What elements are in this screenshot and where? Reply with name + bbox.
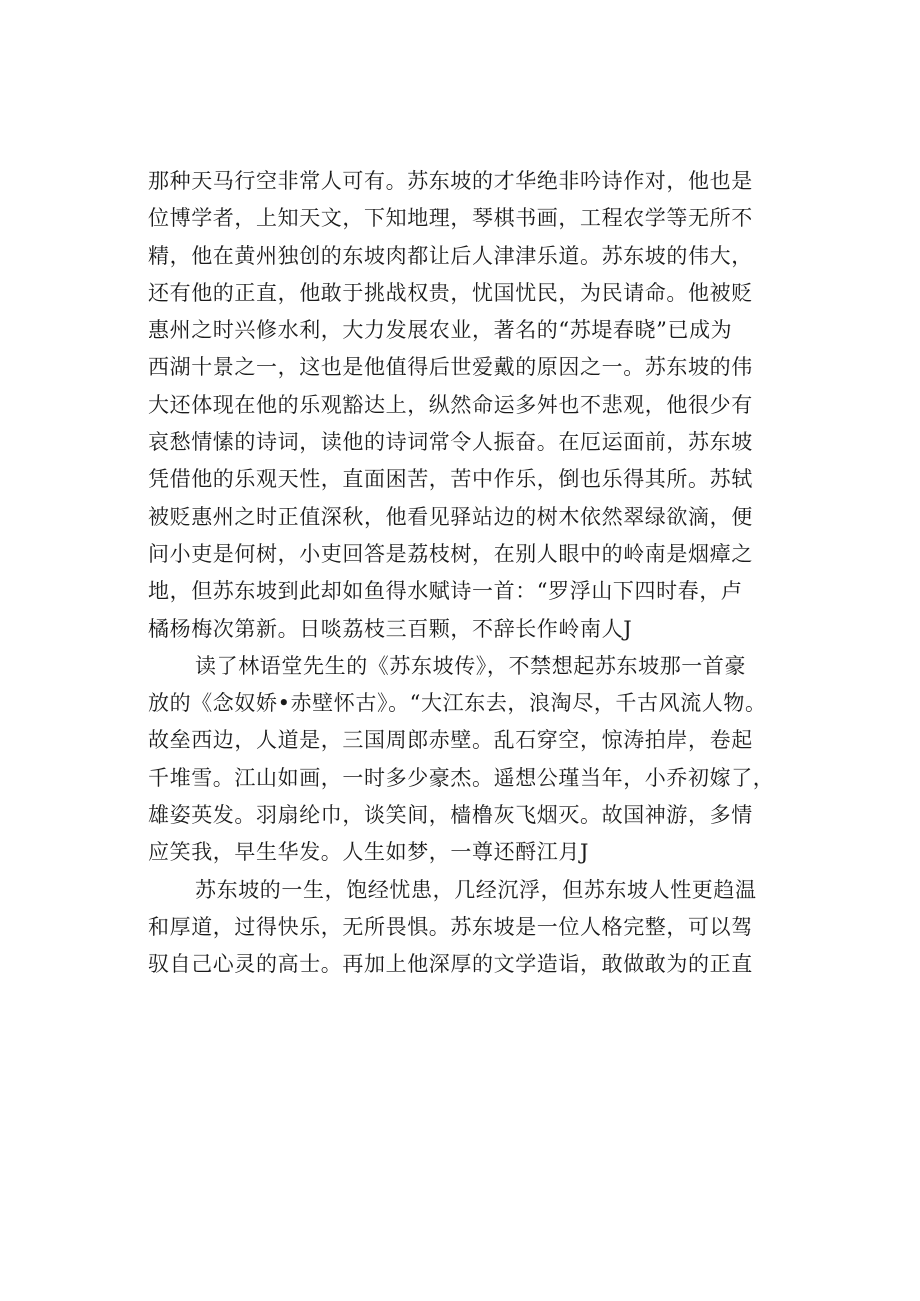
paragraph-2 [148, 648, 808, 872]
paragraph-3 [148, 872, 808, 984]
text-line: 驭自己心灵的高士。再加上他深厚的文学造诣，敢做敢为的正直 [148, 952, 753, 977]
text-line: 还有他的正直，他敢于挑战权贵，忧国忧民，为民请命。他被贬 [148, 280, 753, 305]
text-line: 和厚道，过得快乐，无所畏惧。苏东坡是一位人格完整，可以驾 [148, 914, 753, 939]
text-line: 放的《念奴娇•赤壁怀古》。“大江东去，浪淘尽，千古风流人物。 [148, 691, 767, 716]
text-line: 凭借他的乐观天性，直面困苦，苦中作乐，倒也乐得其所。苏轼 [148, 467, 753, 492]
document-body [148, 163, 808, 984]
text-line: 故垒西边，人道是，三国周郎赤壁。乱石穿空，惊涛拍岸，卷起 [148, 728, 753, 753]
text-line: 位博学者，上知天文，下知地理，琴棋书画，工程农学等无所不 [148, 206, 753, 231]
text-line: 大还体现在他的乐观豁达上，纵然命运多舛也不悲观，他很少有 [148, 392, 753, 417]
text-line: 惠州之时兴修水利，大力发展农业，著名的“苏堤春晓”已成为 [148, 318, 733, 343]
text-line: 苏东坡的一生，饱经忧患，几经沉浮，但苏东坡人性更趋温 [195, 877, 757, 902]
text-line: 哀愁情愫的诗词，读他的诗词常令人振奋。在厄运面前，苏东坡 [148, 430, 753, 455]
text-line: 雄姿英发。羽扇纶巾，谈笑间，樯橹灰飞烟灭。故国神游，多情 [148, 803, 753, 828]
paragraph-1 [148, 163, 808, 648]
text-line: 精，他在黄州独创的东坡肉都让后人津津乐道。苏东坡的伟大， [148, 243, 753, 268]
text-line: 应笑我，早生华发。人生如梦，一尊还酹江月J [148, 840, 590, 865]
text-line: 橘杨梅次第新。日啖荔枝三百颗，不辞长作岭南人J [148, 616, 633, 641]
text-line: 问小吏是何树，小吏回答是荔枝树，在别人眼中的岭南是烟瘴之 [148, 541, 753, 566]
text-line: 被贬惠州之时正值深秋，他看见驿站边的树木依然翠绿欲滴，便 [148, 504, 753, 529]
text-line: 读了林语堂先生的《苏东坡传》，不禁想起苏东坡那一首豪 [195, 653, 747, 678]
text-line: 西湖十景之一，这也是他值得后世爱戴的原因之一。苏东坡的伟 [148, 355, 753, 380]
text-line: 那种天马行空非常人可有。苏东坡的才华绝非吟诗作对，他也是 [148, 169, 753, 193]
text-line: 地，但苏东坡到此却如鱼得水赋诗一首：“罗浮山下四时春，卢 [148, 579, 743, 604]
text-line: 千堆雪。江山如画，一时多少豪杰。遥想公瑾当年，小乔初嫁了， [148, 765, 775, 790]
